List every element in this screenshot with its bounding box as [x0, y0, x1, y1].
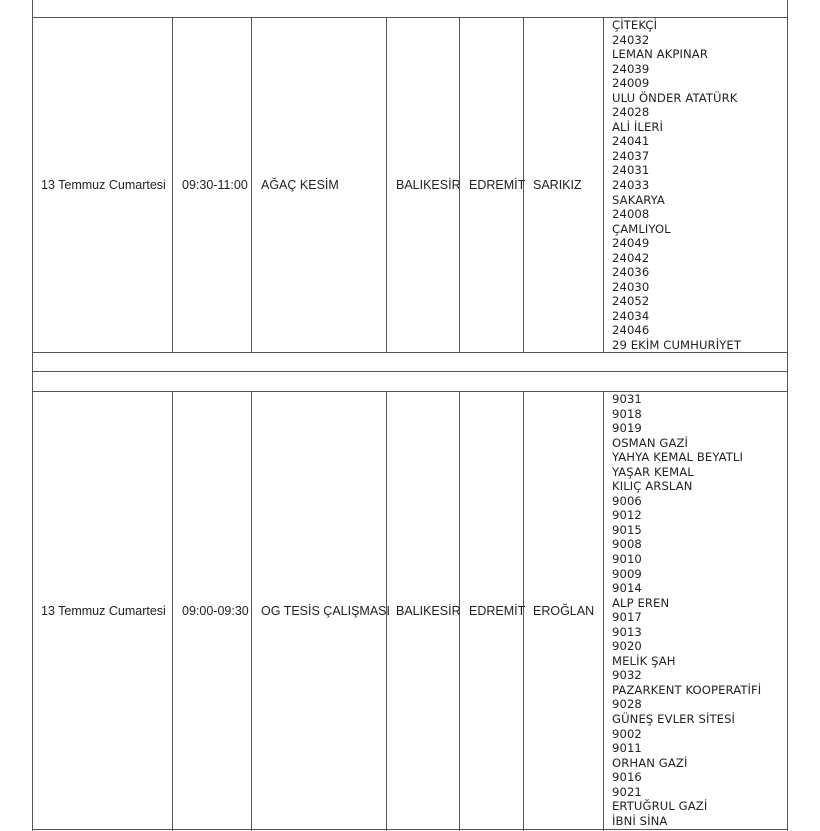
reason-cell: OG TESİS ÇALIŞMASI [261, 604, 390, 618]
street-item: 9011 [612, 741, 642, 756]
street-item: ÇAMLIYOL [612, 221, 671, 236]
street-item: 24008 [612, 207, 650, 222]
date-cell: 13 Temmuz Cumartesi [41, 178, 166, 192]
street-item: GÜNEŞ EVLER SİTESİ [612, 712, 736, 727]
street-item: 9013 [612, 624, 642, 639]
street-item: 9015 [612, 522, 642, 537]
row-divider [32, 371, 788, 372]
street-item: 9019 [612, 421, 642, 436]
street-item: 9018 [612, 406, 642, 421]
street-item: 24009 [612, 76, 650, 91]
column-divider [172, 391, 173, 831]
city-cell: BALIKESİR [396, 178, 461, 192]
date-cell: 13 Temmuz Cumartesi [41, 604, 166, 618]
street-item: 29 EKİM CUMHURİYET [612, 338, 742, 353]
street-item: 9009 [612, 566, 642, 581]
street-item: 24031 [612, 163, 650, 178]
street-item: 24034 [612, 308, 650, 323]
district-cell: EDREMİT [469, 178, 526, 192]
street-item: 9008 [612, 537, 642, 552]
street-item: 9028 [612, 697, 642, 712]
street-item: MELİK ŞAH [612, 653, 676, 668]
street-item: 24030 [612, 279, 650, 294]
time-cell: 09:00-09:30 [182, 604, 249, 618]
time-cell: 09:30-11:00 [182, 178, 248, 192]
street-item: YAHYA KEMAL BEYATLI [612, 450, 743, 465]
column-divider [603, 17, 604, 353]
street-item: SAKARYA [612, 192, 665, 207]
street-item: 9021 [612, 784, 642, 799]
street-item: ULU ÖNDER ATATÜRK [612, 90, 738, 105]
street-item: OSMAN GAZİ [612, 435, 689, 450]
street-item: ÇİTEKÇİ [612, 18, 658, 32]
street-item: 9016 [612, 770, 642, 785]
streets-list [612, 18, 741, 353]
district-cell: EDREMİT [469, 604, 526, 618]
column-divider [251, 17, 252, 353]
street-item: 9002 [612, 726, 642, 741]
street-item: 24046 [612, 323, 650, 338]
neighborhood-cell: EROĞLAN [533, 604, 595, 618]
column-divider [603, 391, 604, 831]
street-item: 24032 [612, 32, 650, 47]
streets-list [612, 392, 761, 828]
street-item: KILIÇ ARSLAN [612, 479, 693, 494]
row-divider [32, 829, 788, 830]
street-item: ERTUĞRUL GAZİ [612, 799, 708, 814]
street-item: 9017 [612, 610, 642, 625]
column-divider [386, 17, 387, 353]
street-item: 24039 [612, 61, 650, 76]
street-item: 24041 [612, 134, 650, 149]
reason-cell: AĞAÇ KESİM [261, 178, 339, 192]
street-item: 9032 [612, 668, 642, 683]
street-item: PAZARKENT KOOPERATİFİ [612, 682, 762, 697]
street-item: 24052 [612, 294, 650, 309]
column-divider [172, 17, 173, 353]
street-item: 24049 [612, 236, 650, 251]
column-divider [251, 391, 252, 831]
street-item: ORHAN GAZİ [612, 755, 688, 770]
street-item: ALP EREN [612, 595, 670, 610]
street-item: 9012 [612, 508, 642, 523]
street-item: 9031 [612, 392, 642, 406]
street-item: 24042 [612, 250, 650, 265]
city-cell: BALIKESİR [396, 604, 461, 618]
street-item: YAŞAR KEMAL [612, 464, 694, 479]
street-item: LEMAN AKPINAR [612, 47, 708, 62]
street-item: 9014 [612, 581, 642, 596]
neighborhood-cell: SARIKIZ [533, 178, 582, 192]
street-item: 24028 [612, 105, 650, 120]
street-item: 24033 [612, 178, 650, 193]
street-item: İBNİ SİNA [612, 813, 668, 828]
street-item: 24036 [612, 265, 650, 280]
street-item: ALİ İLERİ [612, 119, 664, 134]
street-item: 9010 [612, 552, 642, 567]
street-item: 9006 [612, 493, 642, 508]
street-item: 9020 [612, 639, 642, 654]
street-item: 24037 [612, 148, 650, 163]
